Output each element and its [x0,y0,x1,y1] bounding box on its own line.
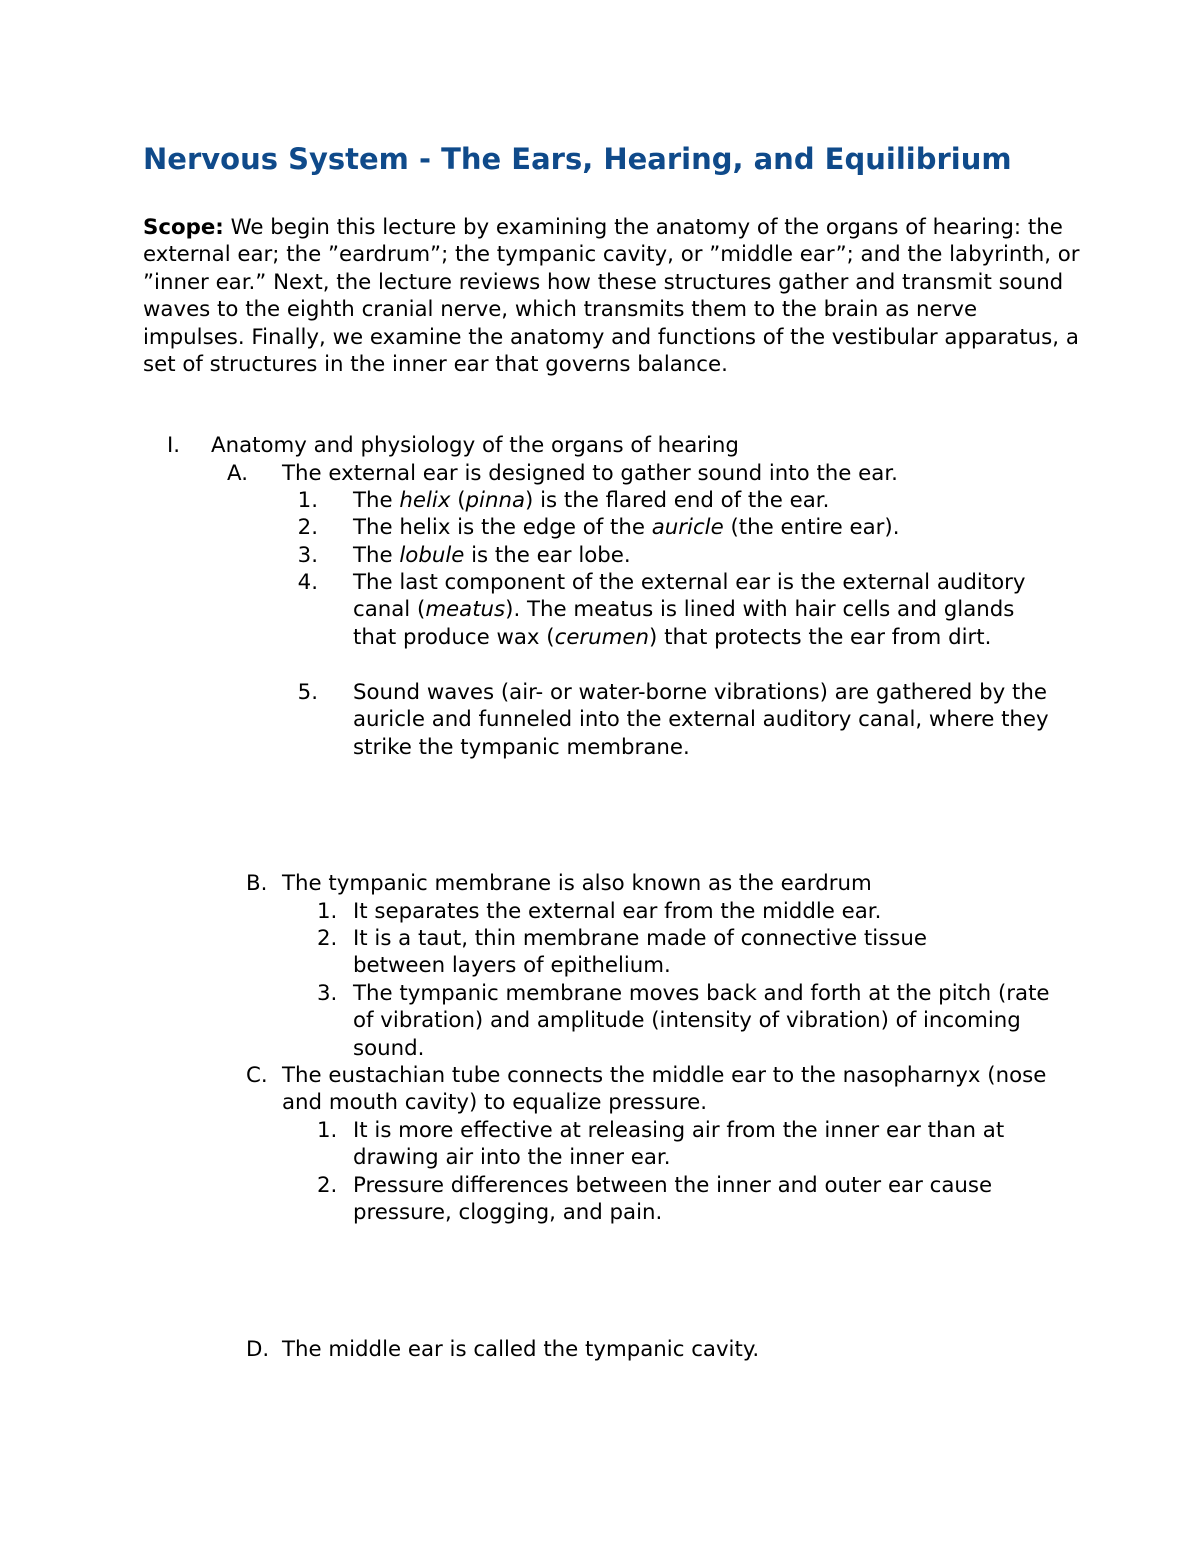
list-item-marker: 3. [317,981,338,1006]
list-item-marker: 1. [297,488,318,513]
term-meatus: meatus [425,597,506,623]
scope-paragraph [143,214,1083,378]
subsection-b-marker: B. [246,871,268,896]
scope-label: Scope: [143,215,224,240]
term-lobule: lobule [399,543,465,568]
term-auricle: auricle [651,515,724,540]
section-heading: Anatomy and physiology of the organs of hearing [211,433,739,458]
list-item-marker: 4. [297,570,318,595]
list-item: It is a taut, thin membrane made of connective tissue between layers of epithelium. [353,926,927,979]
subsection-a-marker: A. [227,461,248,486]
subsection-c-text: The eustachian tube connects the middle ear to the nasopharnyx (nose and mouth cavity) to equalize pressure. [282,1063,1047,1116]
list-item-marker: 2. [317,1173,338,1198]
term-cerumen: cerumen [554,624,650,650]
section-marker: I. [166,433,180,458]
scope-text: We begin this lecture by examining the anatomy of the organs of hearing: the external ear; the ”eardrum”; the tympanic cavity, or ”middle ear”; and the labyrinth, or ”inner ear.” Next, the lecture reviews how these structures gather and transmit sound waves to the eighth cranial nerve, which transmits them to the brain as nerve impulses. Finally, we examine the anatomy and functions of the vestibular apparatus, a set of structures in the inner ear that governs balance. [143,215,1080,378]
list-item: It is more effective at releasing air from the inner ear than at drawing air into the inner ear. [353,1118,1005,1171]
list-item-marker: 1. [317,899,338,924]
list-item-marker: 2. [317,926,338,951]
list-item: The helix is the edge of the auricle (the entire ear). [353,515,900,540]
list-item: The last component of the external ear is the external auditory canal (meatus). The meatus is lined with hair cells and glands that produce wax (cerumen) that protects the ear from dirt. [353,570,1026,650]
list-item: Pressure differences between the inner and outer ear cause pressure, clogging, and pain. [353,1173,993,1226]
subsection-d-marker: D. [246,1337,270,1362]
list-item-marker: 5. [297,680,318,705]
list-item: Sound waves (air- or water-borne vibrations) are gathered by the auricle and funneled into the external auditory canal, where they strike the tympanic membrane. [353,680,1049,760]
subsection-b-text: The tympanic membrane is also known as the eardrum [282,871,872,896]
list-item: The tympanic membrane moves back and forth at the pitch (rate of vibration) and amplitude (intensity of vibration) of incoming sound. [353,981,1050,1061]
list-item-marker: 2. [297,515,318,540]
list-item-marker: 1. [317,1118,338,1143]
subsection-c-marker: C. [246,1063,268,1088]
list-item-marker: 3. [297,543,318,568]
list-item: The helix (pinna) is the flared end of the ear. [353,488,830,513]
list-item: It separates the external ear from the middle ear. [353,899,882,924]
list-item: The lobule is the ear lobe. [353,543,631,568]
term-helix: helix [399,488,451,513]
subsection-a-text: The external ear is designed to gather sound into the ear. [282,461,898,486]
term-pinna: pinna [465,488,526,513]
subsection-d-text: The middle ear is called the tympanic cavity. [282,1337,760,1362]
page-title: Nervous System - The Ears, Hearing, and Equilibrium [143,142,1012,176]
